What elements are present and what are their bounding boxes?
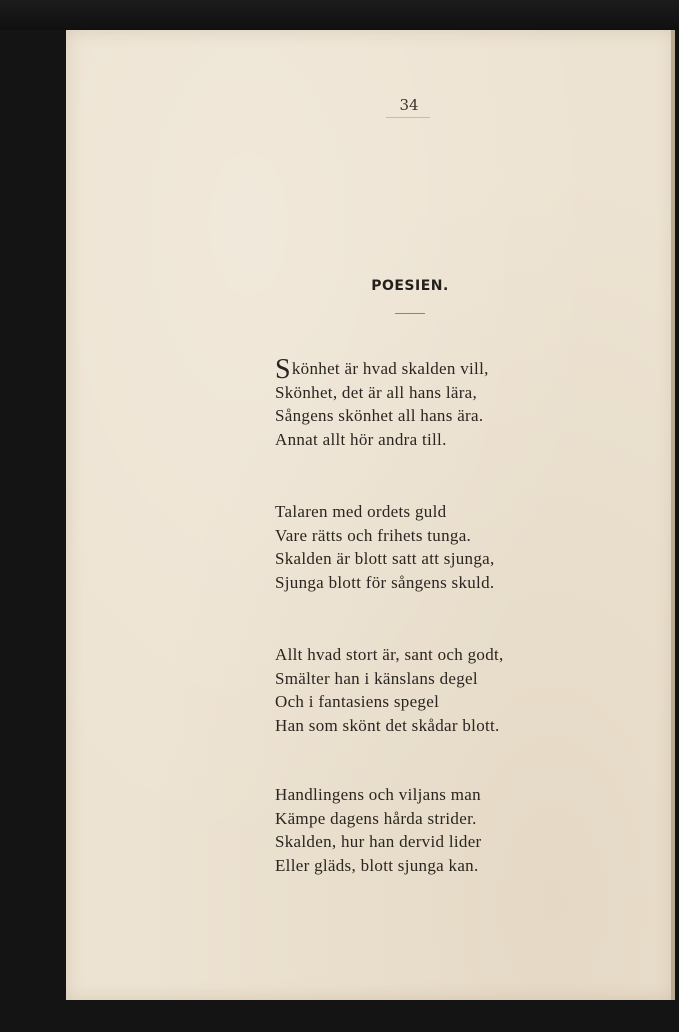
verse-line [275, 354, 575, 385]
verse-line: Sjunga blott för sångens skuld. [275, 572, 495, 592]
title-divider [395, 313, 425, 314]
drop-initial: S [275, 354, 291, 385]
stanza-2 [275, 500, 575, 594]
scan-background-top [0, 0, 679, 30]
verse-line: Annat allt hör andra till. [275, 429, 447, 449]
verse-line: Handlingens och viljans man [275, 785, 481, 804]
stanza-3 [275, 643, 575, 737]
page-number: 34 [399, 96, 419, 114]
stanza-4 [275, 783, 575, 877]
verse-line: Smälter han i känslans degel [275, 668, 478, 688]
verse-line: Skalden, hur han dervid lider [275, 832, 482, 851]
verse-line: Eller gläds, blott sjunga kan. [275, 855, 479, 875]
page-number-rule [386, 117, 430, 118]
verse-line: Sångens skönhet all hans ära. [275, 406, 484, 425]
verse-line: Skalden är blott satt att sjunga, [275, 549, 495, 568]
verse-text: könhet är hvad skalden vill, [291, 359, 489, 378]
verse-line: Allt hvad stort är, sant och godt, [275, 645, 504, 664]
page-edge [671, 30, 675, 1000]
stanza-1 [275, 354, 575, 451]
verse-line: Skönhet, det är all hans lära, [275, 382, 478, 402]
verse-line: Vare rätts och frihets tunga. [275, 525, 472, 545]
verse-line: Och i fantasiens spegel [275, 692, 440, 711]
poem-title: POESIEN. [371, 278, 449, 294]
verse-line: Talaren med ordets guld [275, 502, 447, 521]
verse-line: Kämpe dagens hårda strider. [275, 808, 477, 828]
verse-line: Han som skönt det skådar blott. [275, 715, 500, 735]
